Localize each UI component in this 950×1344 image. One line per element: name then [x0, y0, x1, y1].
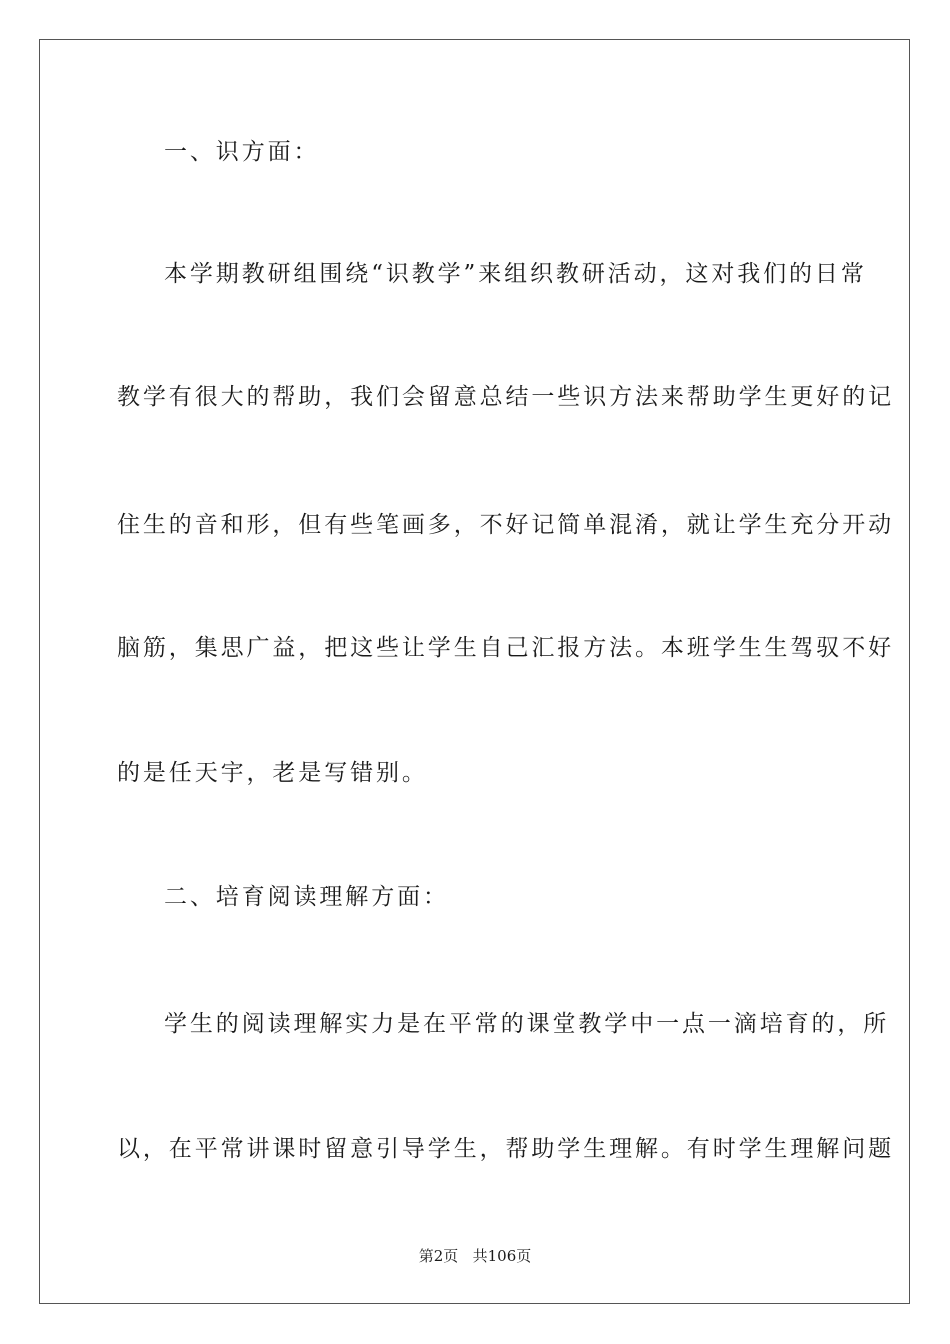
page-total: 共106页 [472, 1247, 532, 1265]
paragraph-line: 教学有很大的帮助，我们会留意总结一些识方法来帮助学生更好的记 [117, 384, 894, 410]
paragraph-line: 学生的阅读理解实力是在平常的课堂教学中一点一滴培育的，所 [164, 1011, 890, 1037]
page-number: 第2页 [418, 1247, 459, 1265]
section-heading-reading: 二、培育阅读理解方面： [164, 884, 449, 910]
page-footer [0, 1246, 950, 1266]
paragraph-line: 以，在平常讲课时留意引导学生，帮助学生理解。有时学生理解问题 [117, 1136, 894, 1162]
paragraph-line: 的是任天宇，老是写错别。 [117, 760, 428, 786]
paragraph-line: 住生的音和形，但有些笔画多，不好记简单混淆，就让学生充分开动 [117, 512, 894, 538]
paragraph-line: 脑筋，集思广益，把这些让学生自己汇报方法。本班学生生驾驭不好 [117, 635, 894, 661]
page-frame [39, 39, 910, 1304]
section-heading-literacy: 一、识方面： [164, 139, 320, 165]
paragraph-line: 本学期教研组围绕“识教学”来组织教研活动，这对我们的日常 [164, 261, 867, 287]
